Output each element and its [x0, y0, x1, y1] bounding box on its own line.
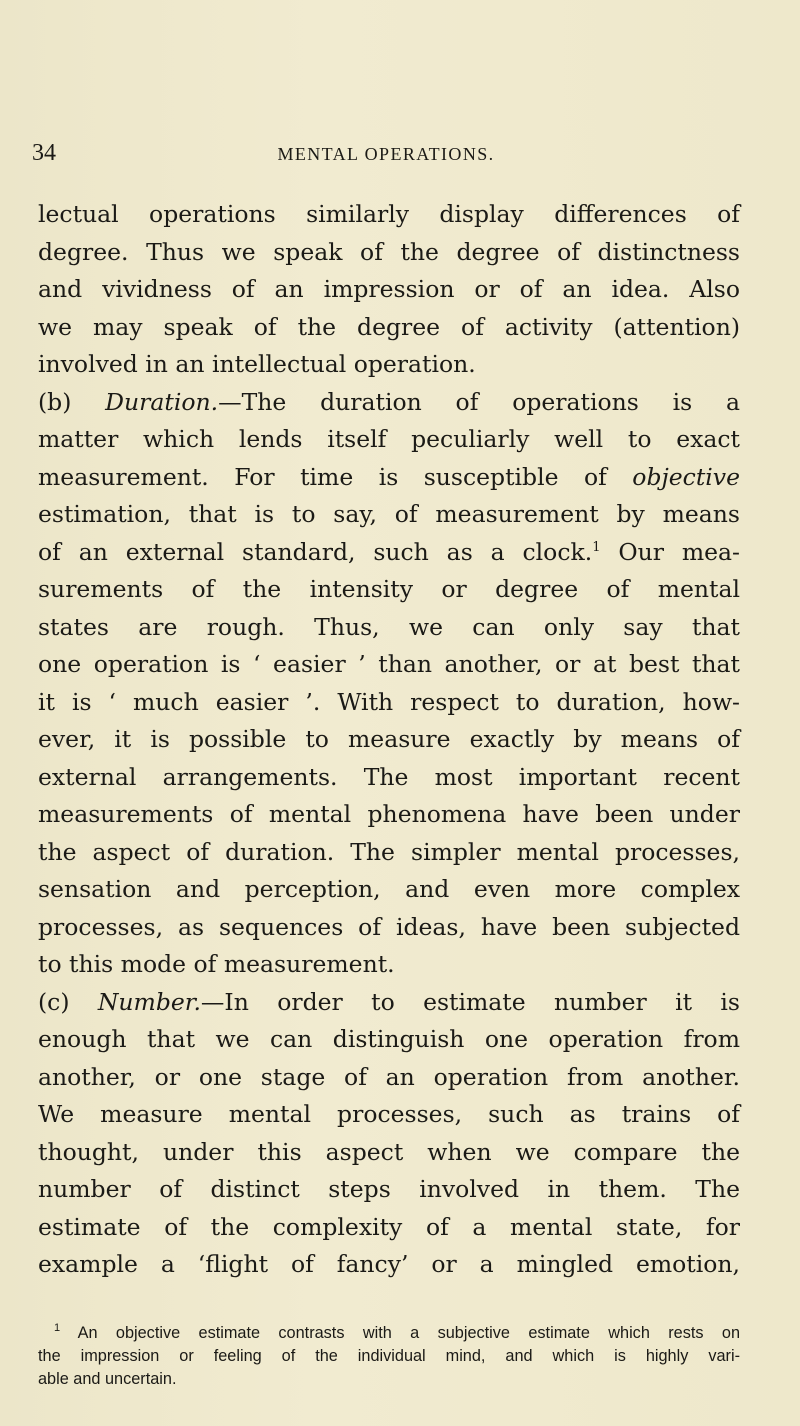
text-fragment: measurement. For time is susceptible of [38, 462, 633, 491]
text-line: processes, as sequences of ideas, have been subjected [38, 912, 740, 941]
text-line: matter which lends itself peculiarly well to exact [38, 425, 740, 453]
page-number: 34 [32, 140, 56, 166]
page-header [32, 140, 740, 170]
text-line: ever, it is possible to measure exactly by means of [38, 725, 740, 753]
body-text [38, 196, 740, 1284]
text-line: degree. Thus we speak of the degree of distinctness [38, 237, 740, 266]
text-line: estimation, that is to say, of measurement by means [38, 500, 740, 528]
text-line: to this mode of measurement. [38, 950, 395, 978]
text-line: surements of the intensity or degree of mental [38, 575, 740, 603]
footnote-line: able and uncertain. [38, 1370, 177, 1388]
text-fragment: An objective estimate contrasts with a subjective estimate which rests on [77, 1324, 741, 1342]
text-line: states are rough. Thus, we can only say that [38, 612, 740, 641]
footnote-line [38, 1322, 740, 1345]
text-line: number of distinct steps involved in them. The [38, 1175, 740, 1203]
text-line: We measure mental processes, such as trains of [38, 1100, 740, 1128]
section-marker: (c) [38, 987, 98, 1016]
text-line: enough that we can distinguish one operation from [38, 1025, 740, 1053]
text-line: one operation is ‘ easier ’ than another, or at best that [38, 650, 740, 678]
section-marker: (b) [38, 387, 106, 416]
text-fragment: —The duration of operations is a [218, 387, 740, 416]
text-line: sensation and perception, and even more complex [38, 875, 740, 903]
text-line [38, 459, 740, 497]
number-section-heading-line [38, 984, 740, 1022]
number-heading: Number. [97, 987, 201, 1016]
text-line: measurements of mental phenomena have been under [38, 800, 740, 828]
footnote-number: 1 [54, 1322, 61, 1334]
duration-section-heading-line [38, 384, 740, 422]
text-line: lectual operations similarly display differences of [38, 200, 740, 228]
text-line: we may speak of the degree of activity (attention) [38, 312, 740, 341]
text-line: external arrangements. The most important recent [38, 762, 740, 791]
text-line: thought, under this aspect when we compare the [38, 1137, 740, 1166]
text-fragment: Our mea- [600, 537, 740, 566]
text-fragment: —In order to estimate number it is [200, 987, 740, 1016]
text-line: involved in an intellectual operation. [38, 350, 476, 378]
text-line: another, or one stage of an operation from another. [38, 1062, 740, 1091]
objective-emphasis: objective [632, 462, 740, 491]
text-line: example a ‘flight of fancy’ or a mingled emotion, [38, 1250, 740, 1278]
text-fragment: of an external standard, such as a clock. [38, 537, 593, 566]
text-line [38, 534, 740, 572]
footnote-line: the impression or feeling of the individual mind, and which is highly vari- [38, 1347, 740, 1365]
footnote [38, 1322, 740, 1391]
footnote-reference: 1 [592, 539, 601, 555]
running-head: MENTAL OPERATIONS. [277, 144, 495, 164]
duration-heading: Duration. [105, 387, 219, 416]
text-line: the aspect of duration. The simpler mental processes, [38, 837, 740, 866]
text-line: estimate of the complexity of a mental state, for [38, 1212, 740, 1241]
text-line: it is ‘ much easier ’. With respect to duration, how- [38, 687, 740, 716]
text-line: and vividness of an impression or of an idea. Also [38, 275, 740, 303]
